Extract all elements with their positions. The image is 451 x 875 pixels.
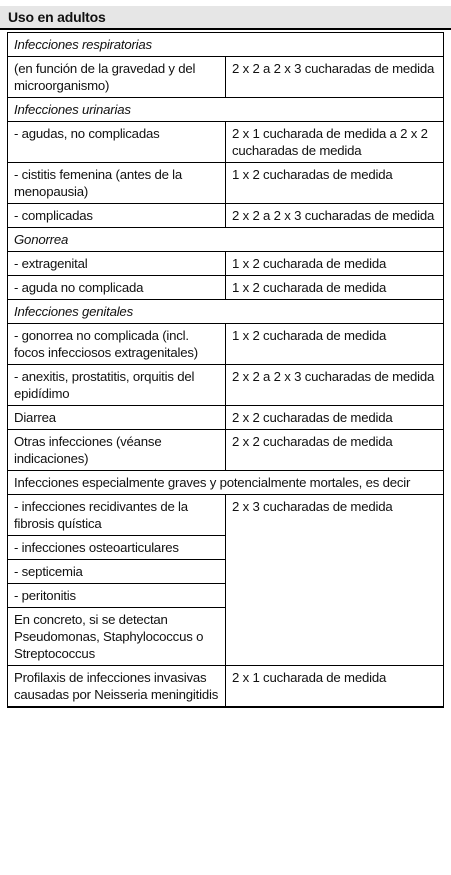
table-row bbox=[8, 228, 444, 252]
table-row bbox=[8, 57, 444, 98]
row-label: Otras infecciones (véanse indicaciones) bbox=[8, 430, 226, 471]
row-label: - agudas, no complicadas bbox=[8, 122, 226, 163]
row-dose: 2 x 1 cucharada de medida a 2 x 2 cucharadas de medida bbox=[226, 122, 444, 163]
row-dose: 2 x 2 cucharadas de medida bbox=[226, 406, 444, 430]
table-row bbox=[8, 163, 444, 204]
row-dose: 2 x 2 a 2 x 3 cucharadas de medida bbox=[226, 365, 444, 406]
row-label: En concreto, si se detectan Pseudomonas, Staphylococcus o Streptococcus bbox=[8, 608, 226, 666]
table-row bbox=[8, 365, 444, 406]
row-dose: 2 x 1 cucharada de medida bbox=[226, 666, 444, 708]
table-row bbox=[8, 495, 444, 536]
table-row bbox=[8, 204, 444, 228]
section-urinary: Infecciones urinarias bbox=[8, 98, 444, 122]
dosage-table bbox=[7, 32, 444, 708]
row-dose: 2 x 3 cucharadas de medida bbox=[226, 495, 444, 666]
row-label: - infecciones osteoarticulares bbox=[8, 536, 226, 560]
table-row bbox=[8, 252, 444, 276]
row-label: - anexitis, prostatitis, orquitis del epidídimo bbox=[8, 365, 226, 406]
section-genital: Infecciones genitales bbox=[8, 300, 444, 324]
row-label: Profilaxis de infecciones invasivas causadas por Neisseria meningitidis bbox=[8, 666, 226, 708]
row-dose: 2 x 2 a 2 x 3 cucharadas de medida bbox=[226, 57, 444, 98]
row-label: - aguda no complicada bbox=[8, 276, 226, 300]
row-label: - infecciones recidivantes de la fibrosis quística bbox=[8, 495, 226, 536]
row-label: Diarrea bbox=[8, 406, 226, 430]
row-dose: 1 x 2 cucharada de medida bbox=[226, 252, 444, 276]
table-row bbox=[8, 324, 444, 365]
table-row bbox=[8, 98, 444, 122]
table-row bbox=[8, 666, 444, 708]
table-row bbox=[8, 406, 444, 430]
table-row bbox=[8, 430, 444, 471]
table-row bbox=[8, 122, 444, 163]
table-row bbox=[8, 276, 444, 300]
row-label: - complicadas bbox=[8, 204, 226, 228]
section-gonorrhea: Gonorrea bbox=[8, 228, 444, 252]
row-dose: 2 x 2 a 2 x 3 cucharadas de medida bbox=[226, 204, 444, 228]
row-dose: 1 x 2 cucharada de medida bbox=[226, 324, 444, 365]
table-row bbox=[8, 33, 444, 57]
row-label: (en función de la gravedad y del microorganismo) bbox=[8, 57, 226, 98]
table-title: Uso en adultos bbox=[0, 6, 451, 30]
row-dose: 2 x 2 cucharadas de medida bbox=[226, 430, 444, 471]
row-label: - cistitis femenina (antes de la menopausia) bbox=[8, 163, 226, 204]
table-row bbox=[8, 300, 444, 324]
row-label: - septicemia bbox=[8, 560, 226, 584]
table-row bbox=[8, 471, 444, 495]
row-dose: 1 x 2 cucharadas de medida bbox=[226, 163, 444, 204]
section-severe: Infecciones especialmente graves y potencialmente mortales, es decir bbox=[8, 471, 444, 495]
row-label: - gonorrea no complicada (incl. focos infecciosos extragenitales) bbox=[8, 324, 226, 365]
row-dose: 1 x 2 cucharada de medida bbox=[226, 276, 444, 300]
row-label: - peritonitis bbox=[8, 584, 226, 608]
row-label: - extragenital bbox=[8, 252, 226, 276]
section-respiratory: Infecciones respiratorias bbox=[8, 33, 444, 57]
